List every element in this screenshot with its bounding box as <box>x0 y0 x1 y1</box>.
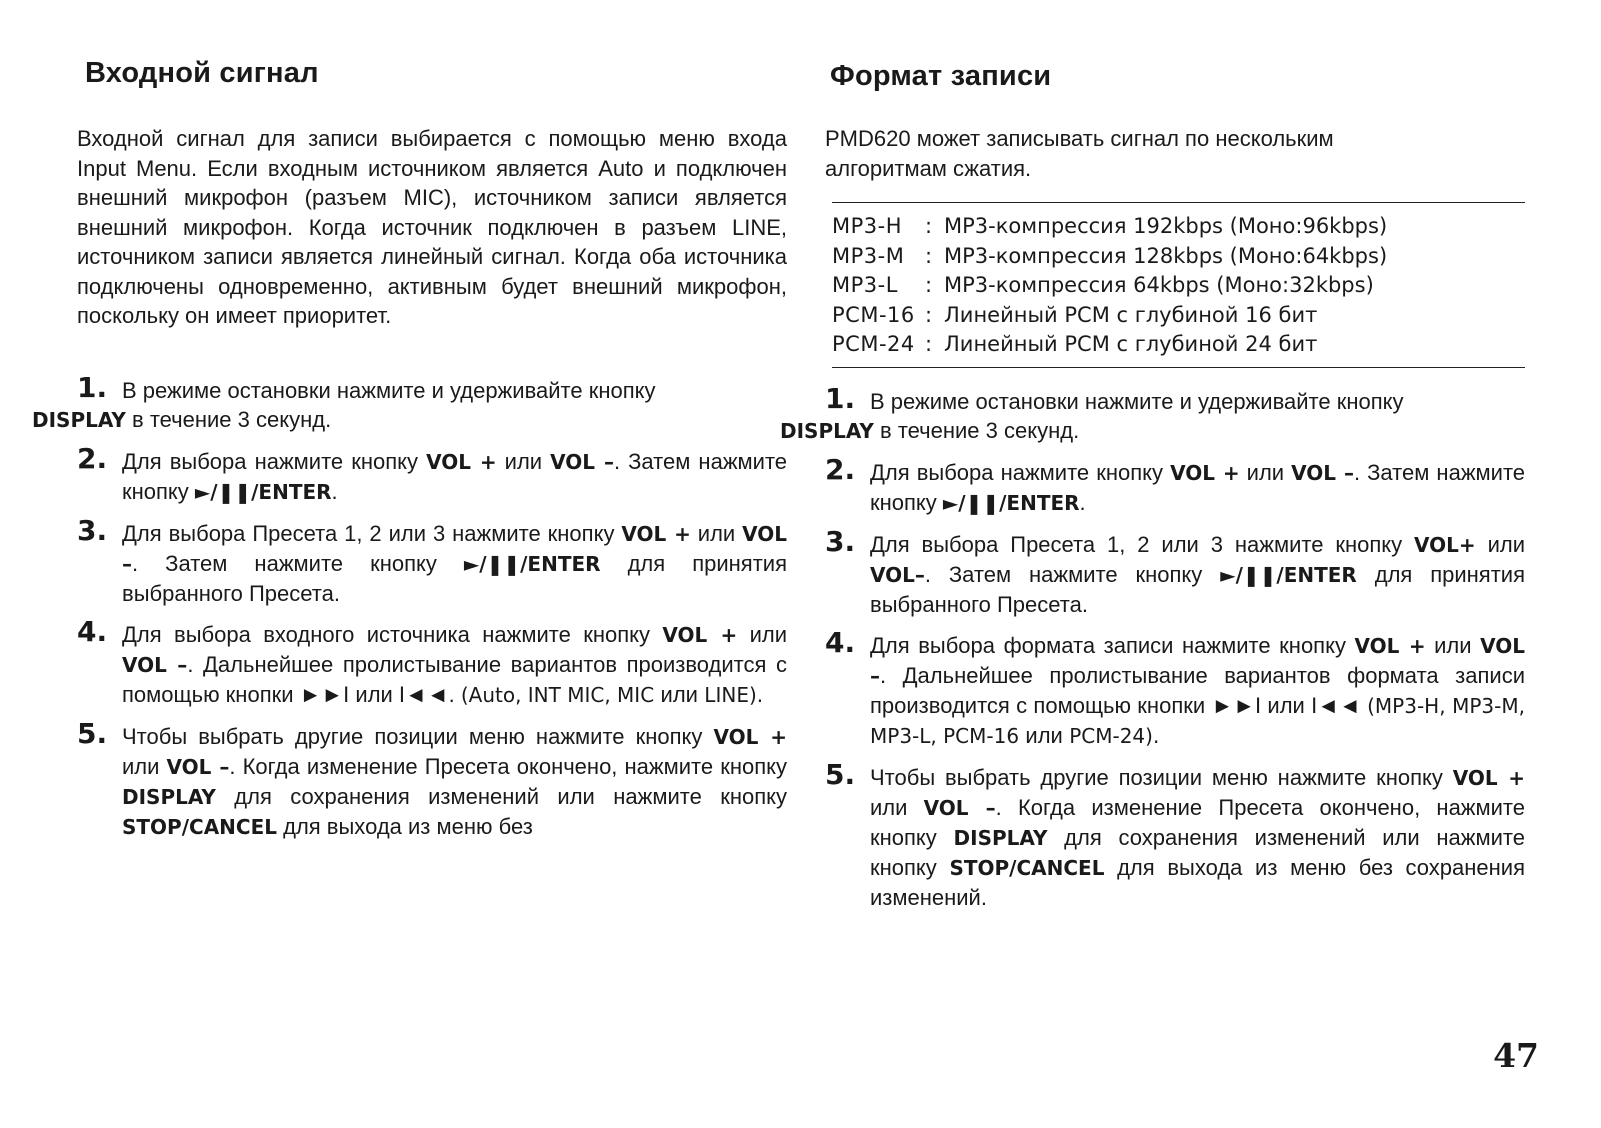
button-keyword: VOL – <box>923 796 996 820</box>
option-list-text: (Auto, INT MIC, MIC <box>460 683 661 707</box>
button-keyword: VOL – <box>166 755 230 779</box>
step-text: или <box>690 521 743 546</box>
step-text: для принятия выбранного Пресета. <box>122 551 787 606</box>
format-separator: : <box>925 332 933 356</box>
format-code: MP3-L <box>832 273 898 297</box>
step-number: 3. <box>825 525 856 558</box>
button-keyword: DISPLAY <box>32 408 126 432</box>
button-keyword: VOL – <box>122 653 188 677</box>
format-code: PCM-24 <box>832 332 915 356</box>
button-keyword: ►/❚❚/ENTER <box>194 480 332 504</box>
option-list-text: PCM-24). <box>1062 724 1160 748</box>
step-text: . Когда изменение Пресета окончено, нажмите кнопку <box>229 754 788 779</box>
step-text: В режиме остановки нажмите и удерживайте кнопку <box>870 389 1404 414</box>
page-number: 47 <box>1493 1036 1539 1075</box>
format-code: MP3-M <box>832 243 905 268</box>
format-description: MP3-компрессия 192kbps (Моно:96kbps) <box>944 214 1388 238</box>
step-text: Для выбора Пресета 1, 2 или 3 нажмите кнопку <box>870 532 1415 557</box>
format-row <box>832 212 1525 242</box>
steps-list <box>32 371 788 854</box>
step-item <box>77 442 788 507</box>
step-text: . <box>1079 490 1086 515</box>
button-keyword: VOL – <box>870 634 1525 688</box>
section-title-input-signal: Входной сигнал <box>85 57 319 89</box>
format-code: PCM-16 <box>832 302 915 327</box>
button-keyword: VOL – <box>1291 461 1354 485</box>
format-row <box>832 242 1525 272</box>
step-item <box>825 758 1525 912</box>
format-separator: : <box>925 273 933 297</box>
button-keyword: VOL – <box>550 450 614 474</box>
step-item <box>825 525 1525 619</box>
step-text: . Затем нажмите кнопку <box>924 562 1221 587</box>
intro-paragraph: PMD620 может записывать сигнал по нескольким алгоритмам сжатия. <box>825 126 1334 181</box>
step-item <box>77 514 788 608</box>
format-row <box>832 330 1525 360</box>
step-text: или <box>660 682 698 707</box>
step-number: 1. <box>77 371 108 404</box>
button-keyword: VOL + <box>621 522 691 546</box>
format-description: Линейный PCM с глубиной 24 бит <box>944 332 1318 356</box>
step-item <box>780 382 1525 446</box>
step-number: 4. <box>825 626 856 659</box>
step-text: или <box>496 449 551 474</box>
button-keyword: VOL – <box>122 522 788 576</box>
button-keyword: VOL + <box>662 623 738 647</box>
format-description: Линейный PCM с глубиной 16 бит <box>944 302 1318 327</box>
format-code: MP3-H <box>832 214 903 238</box>
step-number: 2. <box>825 453 856 486</box>
button-keyword: VOL+ <box>1414 533 1476 557</box>
step-text: или <box>1025 723 1063 748</box>
step-text: Для выбора Пресета 1, 2 или 3 нажмите кнопку <box>122 521 622 546</box>
format-separator: : <box>925 214 933 238</box>
button-keyword: DISPLAY <box>953 826 1048 850</box>
step-text: или <box>737 622 788 647</box>
step-number: 4. <box>77 615 108 648</box>
format-description: MP3-компрессия 64kbps (Моно:32kbps) <box>944 273 1374 297</box>
step-text: или <box>1425 633 1481 658</box>
step-text: для выхода из меню без сохранения изменений. <box>870 855 1525 910</box>
step-text: для принятия выбранного Пресета. <box>870 562 1525 617</box>
step-text: Для выбора нажмите кнопку <box>870 460 1171 485</box>
button-keyword: ►/❚❚/ENTER <box>463 552 601 576</box>
format-description: MP3-компрессия 128kbps (Моно:64kbps) <box>944 243 1388 268</box>
button-keyword: VOL + <box>1170 461 1240 485</box>
step-text: В режиме остановки нажмите и удерживайте кнопку <box>122 378 656 403</box>
step-text: Чтобы выбрать другие позиции меню нажмите кнопку <box>122 724 714 749</box>
step-text: в течение 3 секунд. <box>125 407 332 432</box>
button-keyword: ►/❚❚/ENTER <box>1220 563 1357 587</box>
step-number: 5. <box>825 758 856 791</box>
step-text: . <box>331 479 338 504</box>
format-row <box>832 271 1525 301</box>
step-text: для выхода из меню без <box>277 814 533 839</box>
step-text: для сохранения изменений или нажмите кнопку <box>870 825 1525 880</box>
option-list-text: (MP3-H, MP3-M, MP3-L, PCM-16 <box>870 694 1525 748</box>
step-text: Чтобы выбрать другие позиции меню нажмите кнопку <box>870 765 1453 790</box>
option-list-text: LINE). <box>697 683 764 707</box>
step-text: в течение 3 секунд. <box>873 418 1080 443</box>
button-keyword: VOL + <box>713 725 787 749</box>
step-text: Для выбора нажмите кнопку <box>122 449 427 474</box>
step-text: Для выбора входного источника нажмите кнопку <box>122 622 663 647</box>
format-separator: : <box>925 302 933 327</box>
step-text: или <box>1475 532 1525 557</box>
format-table <box>832 202 1525 368</box>
step-item <box>825 626 1525 751</box>
button-keyword: DISPLAY <box>122 785 216 809</box>
button-keyword: DISPLAY <box>780 419 874 443</box>
step-number: 5. <box>77 717 108 750</box>
step-item <box>825 453 1526 518</box>
step-number: 2. <box>77 442 108 475</box>
step-text: Для выбора формата записи нажмите кнопку <box>870 633 1355 658</box>
section-title-record-format: Формат записи <box>830 60 1052 92</box>
step-text: . Дальнейшее пролистывание вариантов производится с помощью кнопки ►►I или I◄◄. <box>122 652 787 707</box>
step-text: . Затем нажмите кнопку <box>132 551 464 576</box>
format-row <box>832 301 1525 331</box>
button-keyword: VOL– <box>870 563 925 587</box>
intro-paragraph: Входной сигнал для записи выбирается с помощью меню входа Input Menu. Если входным источником является Auto и подключен внешний микрофон (разъем MIC), источником записи является внешний микрофон. Когда источник подключен в разъем LINE, источником записи является линейный сигнал. Когда оба источника подключены одновременно, активным будет внешний микрофон, поскольку он имеет приоритет. <box>77 126 787 328</box>
steps-list <box>780 382 1526 924</box>
step-text: . Когда изменение Пресета окончено, нажмите кнопку <box>870 795 1525 850</box>
step-text: . Дальнейшее пролистывание вариантов формата записи производится с помощью кнопки ►►I или I◄◄ <box>870 663 1525 718</box>
button-keyword: VOL + <box>426 450 497 474</box>
button-keyword: STOP/CANCEL <box>122 815 277 839</box>
button-keyword: ►/❚❚/ENTER <box>942 491 1080 515</box>
step-number: 3. <box>77 514 108 547</box>
step-text: или <box>1239 460 1292 485</box>
step-text: . Затем нажмите кнопку <box>870 460 1526 515</box>
button-keyword: VOL + <box>1354 634 1426 658</box>
button-keyword: STOP/CANCEL <box>949 856 1105 880</box>
step-item <box>32 371 787 435</box>
step-text: или <box>122 754 167 779</box>
step-number: 1. <box>825 382 856 415</box>
step-item <box>77 717 788 842</box>
button-keyword: VOL + <box>1452 766 1525 790</box>
step-text: или <box>870 795 924 820</box>
step-text: для сохранения изменений или нажмите кнопку <box>215 784 787 809</box>
step-item <box>77 615 788 710</box>
format-separator: : <box>925 243 933 268</box>
step-text: . Затем нажмите кнопку <box>122 449 788 504</box>
